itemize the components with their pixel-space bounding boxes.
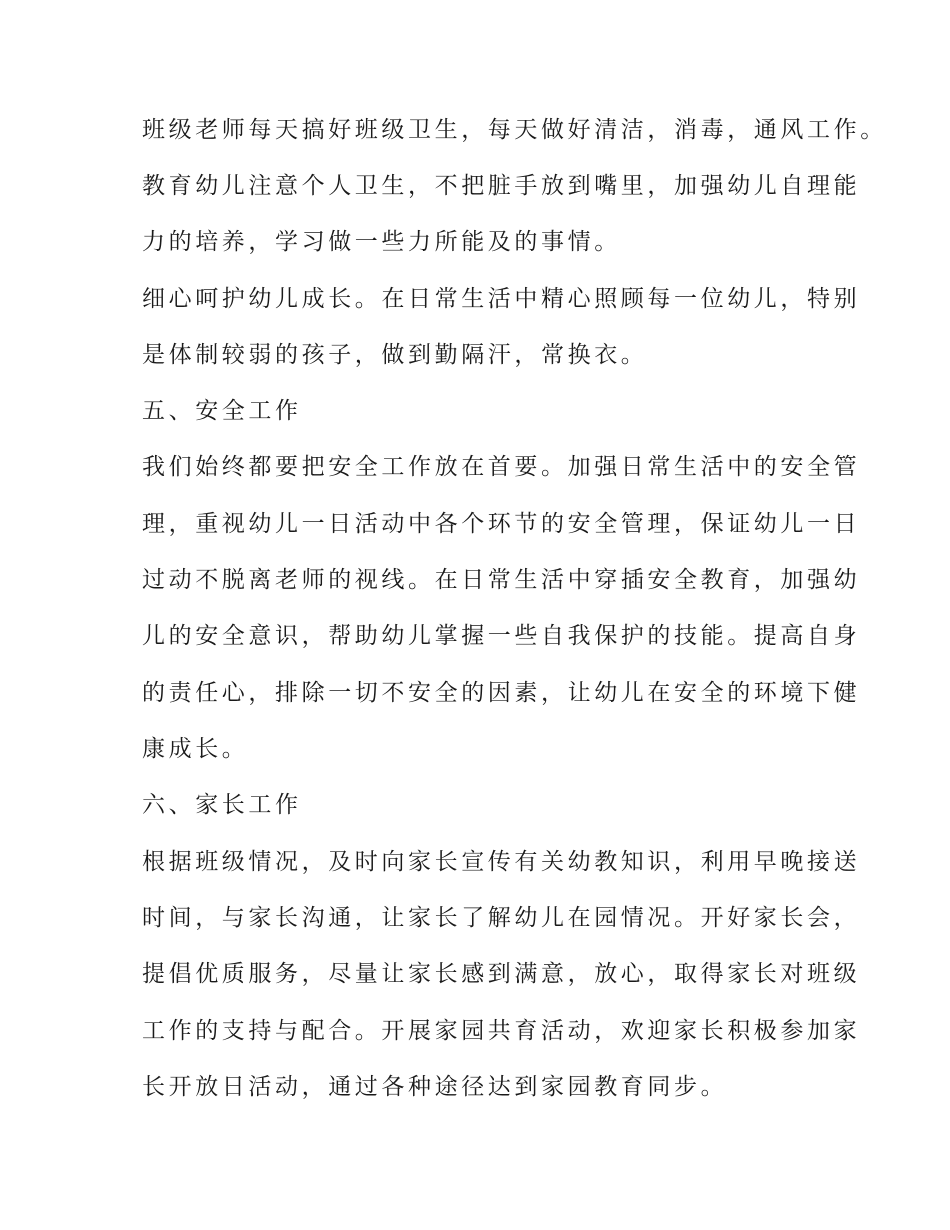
section-heading: 五、安全工作: [142, 398, 302, 424]
text-line: 力的培养，学习做一些力所能及的事情。: [142, 229, 621, 255]
text-line: 过动不脱离老师的视线。在日常生活中穿插安全教育，加强幼: [142, 567, 861, 593]
text-line: 细心呵护幼儿成长。在日常生活中精心照顾每一位幼儿，特别: [142, 286, 861, 312]
text-line: 儿的安全意识，帮助幼儿掌握一些自我保护的技能。提高自身: [142, 623, 861, 649]
text-line: 教育幼儿注意个人卫生，不把脏手放到嘴里，加强幼儿自理能: [142, 173, 861, 199]
text-line: 根据班级情况，及时向家长宣传有关幼教知识，利用早晚接送: [142, 849, 861, 875]
text-line: 提倡优质服务，尽量让家长感到满意，放心，取得家长对班级: [142, 961, 861, 987]
text-line: 班级老师每天搞好班级卫生，每天做好清洁，消毒，通风工作。: [142, 117, 887, 143]
text-line: 我们始终都要把安全工作放在首要。加强日常生活中的安全管: [142, 454, 861, 480]
text-line: 长开放日活动，通过各种途径达到家园教育同步。: [142, 1074, 728, 1100]
text-line: 工作的支持与配合。开展家园共育活动，欢迎家长积极参加家: [142, 1018, 861, 1044]
text-line: 时间，与家长沟通，让家长了解幼儿在园情况。开好家长会，: [142, 905, 861, 931]
text-line: 是体制较弱的孩子，做到勤隔汗，常换衣。: [142, 342, 648, 368]
text-line: 的责任心，排除一切不安全的因素，让幼儿在安全的环境下健: [142, 680, 861, 706]
text-line: 康成长。: [142, 736, 249, 762]
section-heading: 六、家长工作: [142, 792, 302, 818]
text-line: 理，重视幼儿一日活动中各个环节的安全管理，保证幼儿一日: [142, 511, 861, 537]
